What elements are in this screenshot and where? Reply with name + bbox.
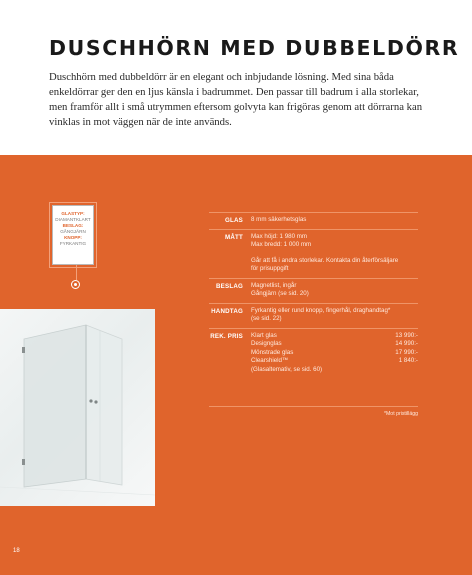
page-title: DUSCHHÖRN MED DUBBELDÖRR	[49, 36, 460, 60]
price-row: Designglas 14 990:-	[251, 340, 418, 347]
spec-value: Gångjärn (se sid. 20)	[251, 290, 309, 297]
spec-label: HANDTAG	[211, 307, 243, 315]
spec-value: (se sid. 22)	[251, 315, 282, 322]
spec-table	[209, 212, 418, 378]
spec-row-beslag	[209, 278, 418, 303]
price-row: Clearshield™ 1 840:-	[251, 357, 418, 364]
spec-row-matt	[209, 229, 418, 278]
spec-value: för prisuppgift	[251, 265, 289, 272]
tag-beslag-key: BESLAG:	[62, 223, 84, 228]
spec-row-handtag	[209, 303, 418, 328]
spec-row-pris	[209, 328, 418, 379]
price-row: Klart glas 13 990:-	[251, 331, 418, 339]
tag-knopp-key: KNOPP:	[64, 235, 82, 240]
spec-value: Magnetlist, ingår	[251, 281, 297, 289]
spec-label: MÅTT	[225, 233, 243, 241]
spec-row-glas	[209, 212, 418, 229]
tag-glastyp-value: DIAMANTKLART	[55, 217, 91, 222]
price-row: Mönstrade glas 17 990:-	[251, 348, 418, 356]
spec-label: BESLAG	[216, 282, 243, 290]
tag-glastyp-key: GLASTYP:	[61, 211, 85, 216]
footnote: *Mot pristillägg	[209, 406, 418, 417]
page-number: 18	[13, 548, 20, 554]
spec-value: Max höjd: 1 980 mm	[251, 232, 308, 240]
spec-label: GLAS	[225, 217, 243, 224]
tag-beslag-value: GÅNGJÄRN	[60, 229, 86, 234]
intro-paragraph: Duschhörn med dubbeldörr är en elegant och inbjudande lösning. Med sina båda enkeldörrar ger den en ljus känsla i badrummet. Den passar till badrum i alla storlekar, men framför allt i små utrymmen eftersom golvyta kan frigöras genom att dörrarna kan vinklas in mot väggen när de inte används.	[49, 71, 423, 128]
tag-knopp-value: FYRKANTIG	[59, 241, 87, 246]
spec-value: Max bredd: 1 000 mm	[251, 241, 312, 248]
spec-value: Går att få i andra storlekar. Kontakta din återförsäljare	[251, 256, 399, 264]
price-note: (Glasaltemativ, se sid. 60)	[251, 365, 323, 373]
spec-label: REK. PRIS	[210, 332, 243, 340]
spec-value: 8 mm säkerhetsglas	[251, 216, 307, 223]
shower-photo	[0, 309, 155, 506]
tag-connector-line	[76, 265, 77, 280]
tag-pin-icon	[71, 280, 80, 289]
spec-tag	[52, 205, 94, 265]
spec-value: Fyrkantig eller rund knopp, fingerhål, draghandtag*	[251, 306, 391, 314]
shower-illustration	[0, 309, 155, 506]
